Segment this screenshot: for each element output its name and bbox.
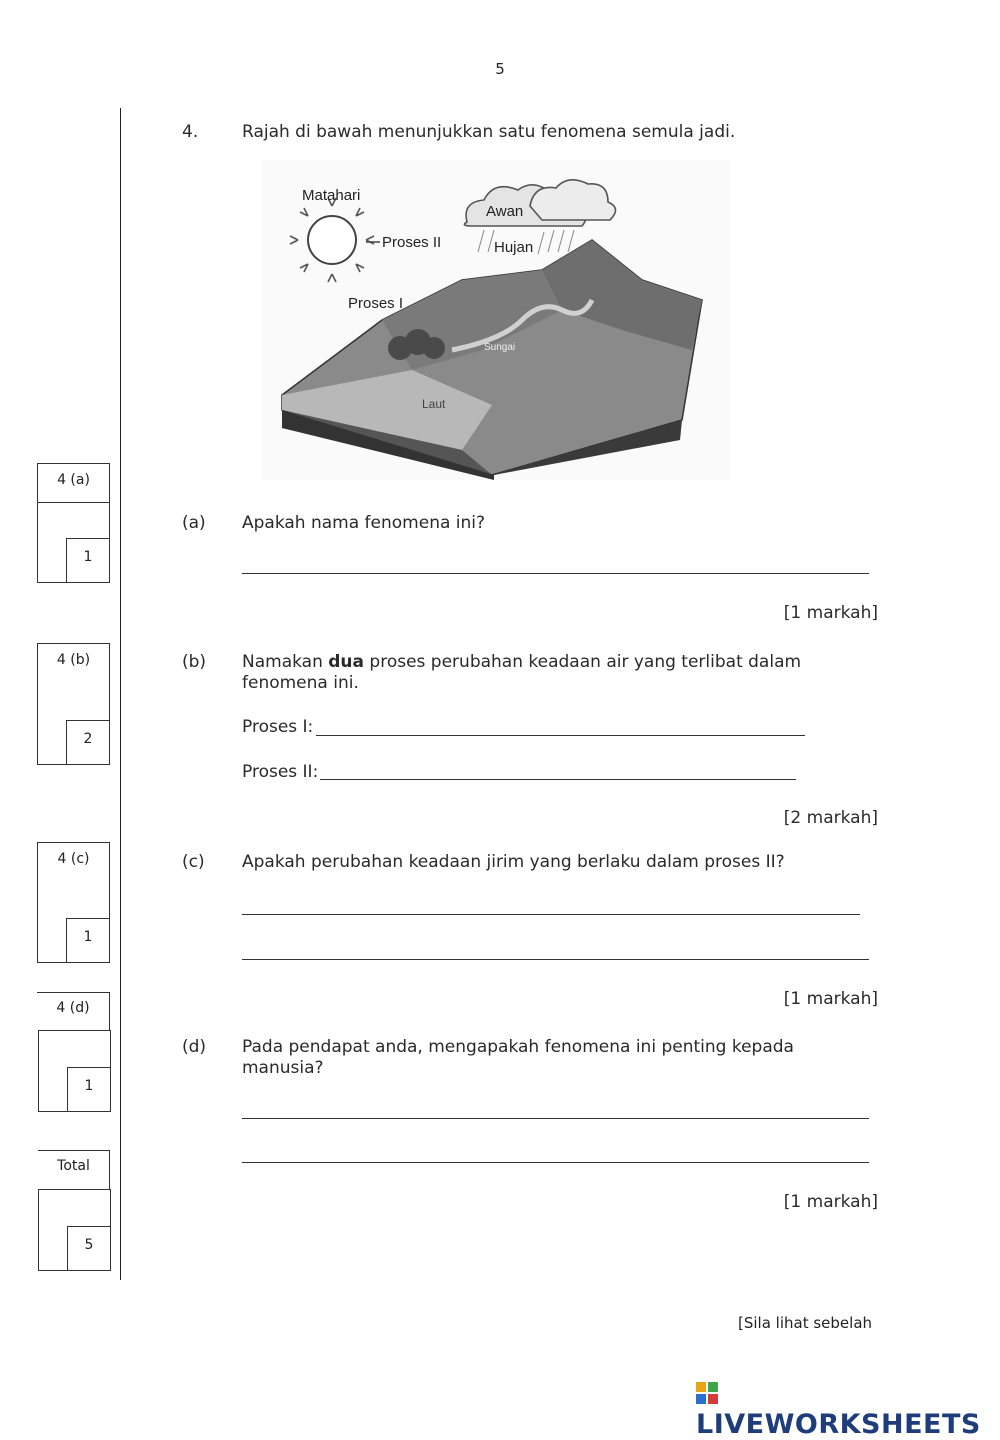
score-box-total: [38, 1189, 111, 1271]
answer-line-process-2[interactable]: [320, 779, 796, 780]
score-max: 2: [66, 720, 110, 765]
score-box-4c: [37, 842, 110, 963]
question-number: 4.: [182, 122, 199, 142]
process-2-label: Proses II: [382, 234, 442, 251]
score-max: 1: [66, 918, 110, 963]
margin-divider: [120, 108, 121, 1280]
part-a-question: Apakah nama fenomena ini?: [242, 513, 486, 533]
answer-line-c1[interactable]: [242, 914, 860, 915]
answer-line-d2[interactable]: [242, 1162, 869, 1163]
part-d-question: Pada pendapat anda, mengapakah fenomena ini penting kepada manusia?: [242, 1037, 794, 1078]
answer-line-c2[interactable]: [242, 959, 869, 960]
page-number: 5: [495, 60, 505, 78]
score-box-4d: [38, 1030, 111, 1112]
score-box-total-header: [38, 1150, 110, 1189]
score-max: 1: [67, 1067, 111, 1112]
part-c-question: Apakah perubahan keadaan jirim yang berlaku dalam proses II?: [242, 852, 785, 872]
continue-note: [Sila lihat sebelah: [738, 1314, 873, 1332]
score-box-label: Total: [57, 1158, 90, 1174]
score-box-4a: [37, 463, 110, 583]
part-a-marks: [1 markah]: [783, 603, 878, 623]
part-c-marks: [1 markah]: [783, 989, 878, 1009]
sun-label: Matahari: [302, 187, 361, 204]
score-max: 5: [67, 1226, 111, 1271]
river-label: Sungai: [484, 342, 516, 353]
score-box-4d-header: [37, 992, 110, 1031]
score-box-label: 4 (c): [57, 851, 90, 867]
part-b-label: (b): [182, 652, 207, 672]
process-1-field-label: Proses I:: [242, 717, 314, 737]
sea-label: Laut: [422, 397, 446, 411]
question-intro: Rajah di bawah menunjukkan satu fenomena semula jadi.: [242, 122, 736, 142]
answer-line-process-1[interactable]: [316, 735, 805, 736]
answer-line-a[interactable]: [242, 573, 869, 574]
water-cycle-diagram: [262, 160, 730, 480]
score-box-label: 4 (d): [56, 1000, 90, 1016]
liveworksheets-icon: [696, 1382, 718, 1404]
part-b-marks: [2 markah]: [783, 808, 878, 828]
part-b-question: Namakan dua proses perubahan keadaan air yang terlibat dalam fenomena ini.: [242, 652, 802, 693]
brand-logo: [696, 1378, 1000, 1440]
process-2-field-label: Proses II:: [242, 762, 319, 782]
answer-line-d1[interactable]: [242, 1118, 869, 1119]
part-c-label: (c): [182, 852, 205, 872]
score-max: 1: [66, 538, 110, 583]
score-box-4b: [37, 643, 110, 765]
brand-name: LIVEWORKSHEETS: [696, 1409, 981, 1440]
cloud-label: Awan: [486, 203, 524, 220]
part-b-bold-word: dua: [328, 652, 365, 672]
part-d-marks: [1 markah]: [783, 1192, 878, 1212]
process-1-label: Proses I: [348, 295, 404, 312]
rain-label: Hujan: [494, 239, 534, 256]
part-a-label: (a): [182, 513, 206, 533]
score-box-label: 4 (a): [38, 464, 109, 503]
score-box-label: 4 (b): [56, 652, 91, 668]
part-d-label: (d): [182, 1037, 207, 1057]
